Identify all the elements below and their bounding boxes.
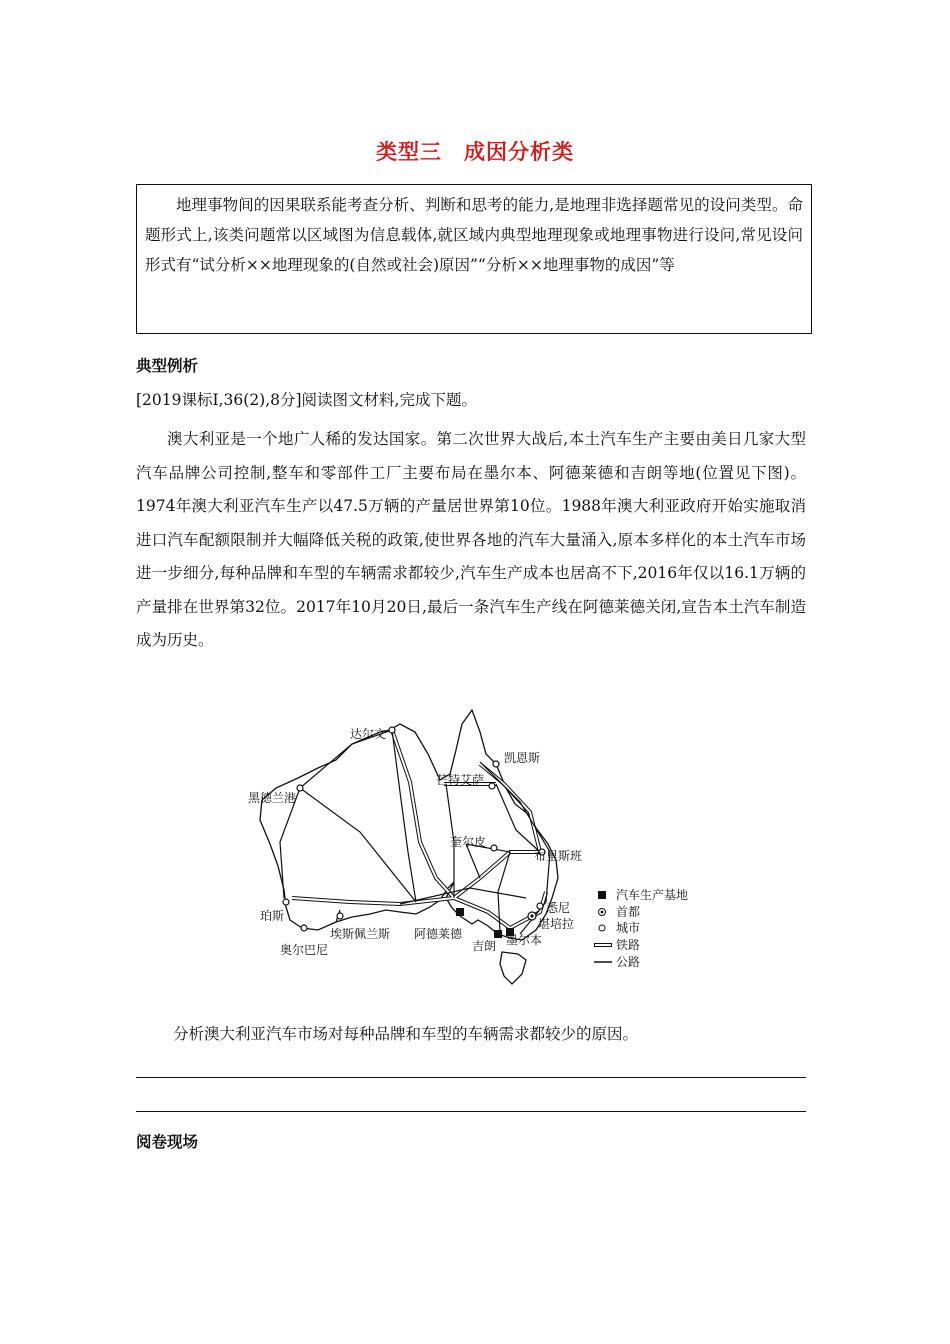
legend-railway: 铁路 — [616, 938, 641, 952]
darwin-marker — [389, 727, 395, 733]
intro-text: 地理事物间的因果联系能考查分析、判断和思考的能力,是地理非选择题常见的设问类型。命题形式上,该类问题常以区域图为信息载体,就区域内典型地理现象或地理事物进行设问,常见设问形式有“试分析××地理现象的(自然或社会)原因”“分析××地理事物的成因”等 — [145, 196, 803, 274]
albany-label: 奥尔巴尼 — [280, 943, 329, 957]
cairns-marker — [493, 761, 499, 767]
tasmania-outline — [500, 952, 526, 984]
page-title: 类型三 成因分析类 — [376, 140, 574, 164]
legend-capital: 首都 — [616, 905, 641, 919]
legend-car-base: 汽车生产基地 — [616, 888, 689, 902]
question-source: [2019课标Ⅰ,36(2),8分]阅读图文材料,完成下题。 — [136, 391, 477, 409]
esperance-marker — [337, 913, 343, 919]
mount-isa-label: 芒特艾萨 — [436, 773, 485, 787]
passage-text: 澳大利亚是一个地广人稀的发达国家。第二次世界大战后,本土汽车生产主要由美日几家大型汽车品牌公司控制,整车和零部件工厂主要布局在墨尔本、阿德莱德和吉朗等地(位置见下图)。1974年澳大利亚汽车生产以47.5万辆的产量居世界第10位。1988年澳大利亚政府开始实施取消进口汽车配额限制并大幅降低关税的政策,使世界各地的汽车大量涌入,原本多样化的本土汽车市场进一步细分,每种品牌和车型的车辆需求都较少,汽车生产成本也居高不下,2016年仅以16.1万辆的产量排在世界第32位。2017年10月20日,最后一条汽车生产线在阿德莱德关闭,宣告本土汽车制造成为历史。 — [136, 430, 806, 649]
esperance-label: 埃斯佩兰斯 — [330, 927, 391, 941]
question-text: 分析澳大利亚汽车市场对每种品牌和车型的车辆需求都较少的原因。 — [173, 1025, 639, 1043]
sydney-label: 悉尼 — [546, 901, 571, 915]
canberra-label: 堪培拉 — [538, 917, 575, 931]
port-hedland-marker — [297, 785, 303, 791]
perth-marker — [283, 899, 289, 905]
darwin-label: 达尔文 — [350, 727, 387, 741]
sydney-marker — [537, 903, 543, 909]
perth-label: 珀斯 — [260, 909, 285, 923]
legend-city: 城市 — [616, 921, 641, 935]
adelaide-label: 阿德莱德 — [414, 927, 463, 941]
port-hedland-label: 黑德兰港 — [248, 791, 297, 805]
australia-map — [240, 702, 720, 992]
answer-line-2 — [136, 1111, 806, 1112]
answer-line-1 — [136, 1077, 806, 1078]
legend-road: 公路 — [616, 955, 641, 969]
melbourne-label: 墨尔本 — [506, 933, 543, 947]
map-legend — [594, 887, 688, 969]
cairns-label: 凯恩斯 — [504, 751, 541, 765]
map-svg — [240, 702, 720, 992]
intro-box — [136, 184, 812, 334]
capital-marker — [528, 912, 536, 920]
quilpie-marker — [491, 845, 497, 851]
example-heading: 典型例析 — [136, 357, 199, 375]
legend-city-symbol — [599, 925, 605, 931]
adelaide-car-base — [456, 908, 464, 916]
albany-marker — [301, 925, 307, 931]
mount-isa-marker — [489, 783, 495, 789]
legend-car-base-symbol — [598, 891, 606, 899]
passage — [136, 423, 806, 658]
review-heading: 阅卷现场 — [136, 1133, 199, 1151]
geelong-car-base — [494, 930, 502, 938]
alice-springs-label: 奎尔皮 — [450, 835, 487, 849]
geelong-label: 吉朗 — [472, 939, 497, 953]
brisbane-label: 布里斯班 — [534, 849, 583, 863]
